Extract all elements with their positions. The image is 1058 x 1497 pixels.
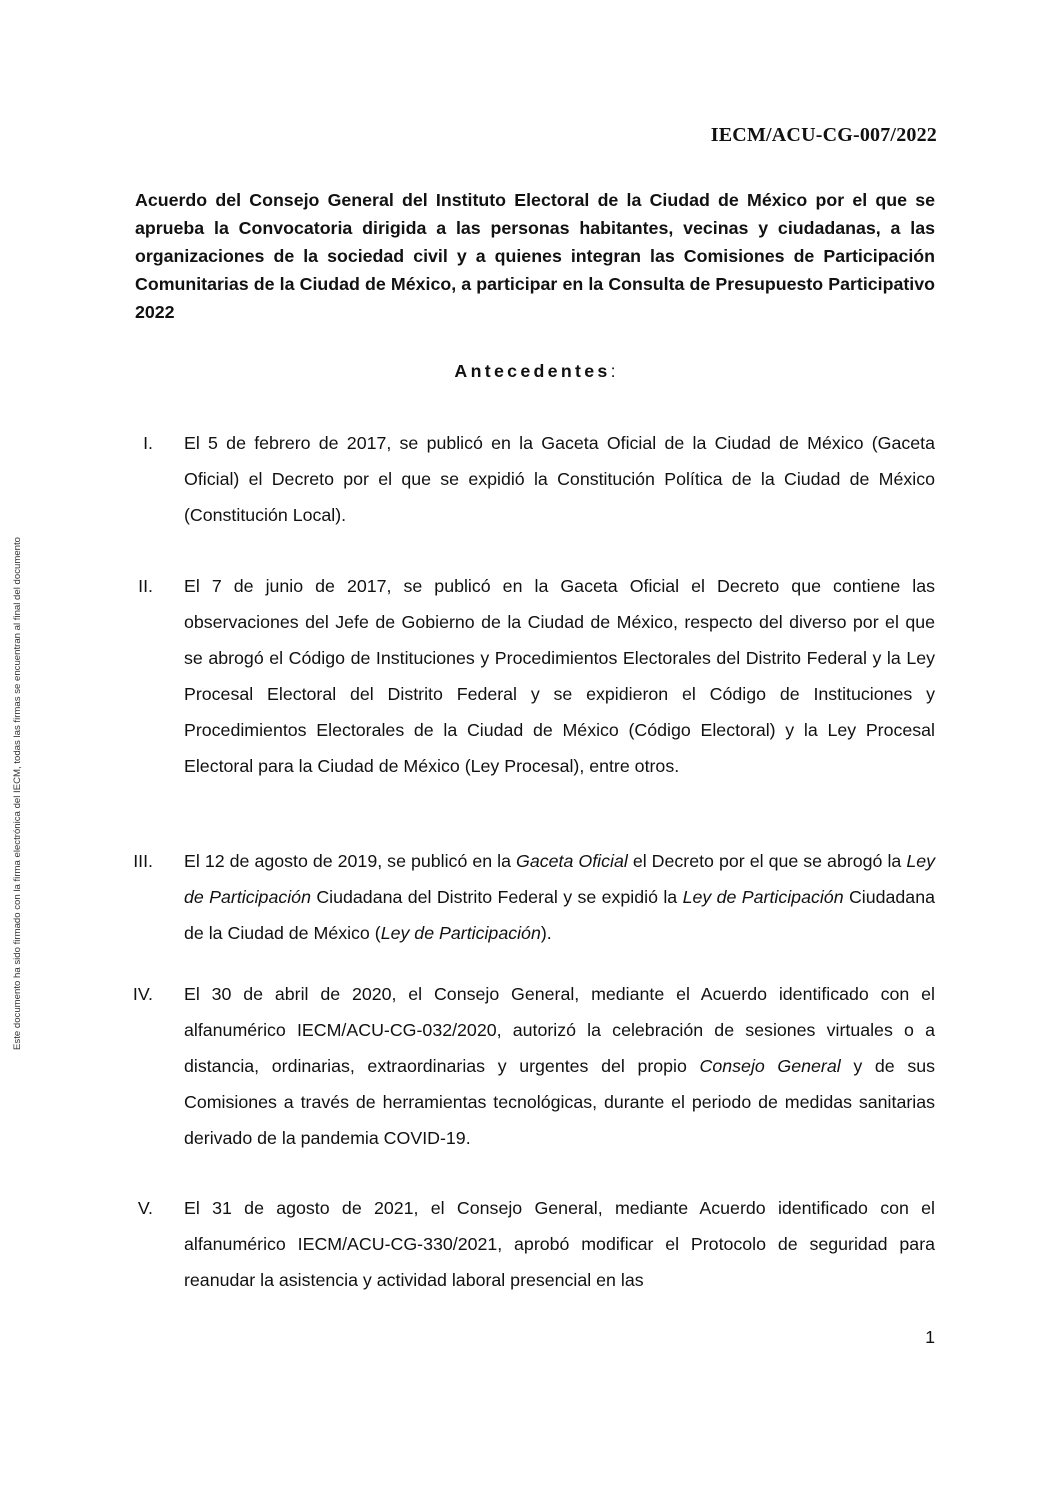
antecedente-text — [184, 976, 935, 1156]
text-segment: Ciudadana de la Ciudad de México ( — [184, 887, 935, 943]
antecedente-text: El 7 de junio de 2017, se publicó en la Gaceta Oficial el Decreto que contiene las observaciones del Jefe de Gobierno de la Ciudad de México, respecto del diverso por el que se abrogó el Código de Instituciones y Procedimientos Electorales del Distrito Federal y la Ley Procesal Electoral del Distrito Federal y se expidieron el Código de Instituciones y Procedimientos Electorales de la Ciudad de México (Código Electoral) y la Ley Procesal Electoral para la Ciudad de México (Ley Procesal), entre otros. — [184, 576, 935, 776]
antecedente-text: El 5 de febrero de 2017, se publicó en la Gaceta Oficial de la Ciudad de México (Gaceta Oficial) el Decreto por el que se expidió la Constitución Política de la Ciudad de México (Constitución Local). — [184, 433, 935, 525]
text-segment-italic: Ley de Participación — [682, 887, 844, 907]
electronic-signature-note: Este documento ha sido firmado con la firma electrónica del IECM, todas las firmas se encuentran al final del documento — [12, 537, 23, 1050]
text-segment: El 30 de abril de 2020, el Consejo General, mediante el Acuerdo identificado con el alfanumérico IECM/ACU-CG-032/2020, autorizó la celebración de sesiones virtuales o a distancia, ordinarias, extraordinarias y urgentes del propio — [184, 984, 935, 1076]
text-segment: El 12 de agosto de 2019, se publicó en la — [184, 851, 517, 871]
text-segment-italic: Consejo General — [699, 1056, 841, 1076]
antecedente-text — [184, 843, 935, 951]
antecedente-number: V. — [137, 1198, 153, 1218]
text-segment: y de sus Comisiones a través de herramientas tecnológicas, durante el periodo de medidas sanitarias derivado de la pandemia COVID-19. — [184, 1056, 935, 1148]
page-number: 1 — [925, 1327, 935, 1347]
antecedente-number: I. — [143, 433, 153, 453]
text-segment-italic: Ley de Participación — [184, 851, 935, 907]
document-code: IECM/ACU-CG-007/2022 — [710, 124, 937, 146]
section-heading-suffix: : — [610, 361, 616, 381]
antecedente-number: III. — [133, 851, 153, 871]
antecedente-number: II. — [138, 576, 153, 596]
text-segment: ). — [540, 923, 552, 943]
text-segment: Ciudadana del Distrito Federal y se expidió la — [310, 887, 683, 907]
section-heading-text: Antecedentes — [454, 361, 611, 381]
text-segment-italic: Ley de Participación — [380, 923, 541, 943]
section-heading — [135, 357, 935, 385]
text-segment: el Decreto por el que se abrogó la — [627, 851, 907, 871]
text-segment-italic: Gaceta Oficial — [516, 851, 628, 871]
agreement-title: Acuerdo del Consejo General del Instituto Electoral de la Ciudad de México por el que se aprueba la Convocatoria dirigida a las personas habitantes, vecinas y ciudadanas, a las organizaciones de la sociedad civil y a quienes integran las Comisiones de Participación Comunitarias de la Ciudad de México, a participar en la Consulta de Presupuesto Participativo 2022 — [135, 190, 935, 322]
antecedente-text: El 31 de agosto de 2021, el Consejo General, mediante Acuerdo identificado con el alfanumérico IECM/ACU-CG-330/2021, aprobó modificar el Protocolo de seguridad para reanudar la asistencia y actividad laboral presencial en las — [184, 1198, 935, 1290]
antecedente-number: IV. — [132, 984, 153, 1004]
